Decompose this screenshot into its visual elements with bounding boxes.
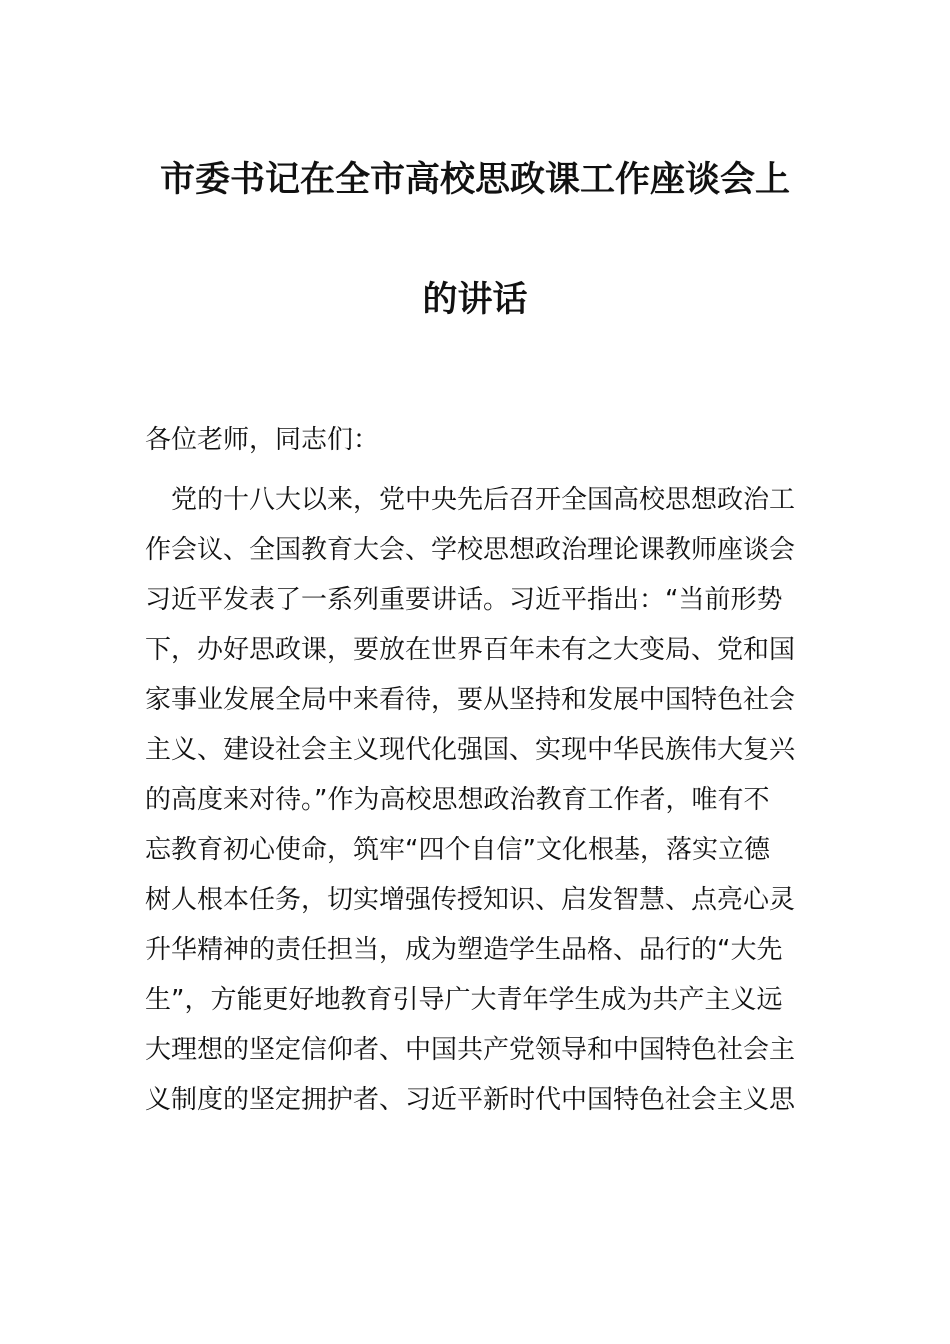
paragraph-line-8: 忘教育初心使命，筑牢“四个自信”文化根基，落实立德 xyxy=(145,835,770,865)
paragraph-line-6: 主义、建设社会主义现代化强国、实现中华民族伟大复兴 xyxy=(145,735,796,765)
paragraph-line-13: 义制度的坚定拥护者、习近平新时代中国特色社会主义思 xyxy=(145,1085,796,1115)
paragraph-line-3: 习近平发表了一系列重要讲话。习近平指出：“当前形势 xyxy=(145,585,783,615)
paragraph-line-5: 家事业发展全局中来看待，要从坚持和发展中国特色社会 xyxy=(145,685,796,715)
paragraph-line-1: 党的十八大以来，党中央先后召开全国高校思想政治工 xyxy=(145,485,796,515)
document-title-line-1: 市委书记在全市高校思政课工作座谈会上 xyxy=(159,160,790,200)
paragraph-line-10: 升华精神的责任担当，成为塑造学生品格、品行的“大先 xyxy=(145,935,783,965)
paragraph-line-12: 大理想的坚定信仰者、中国共产党领导和中国特色社会主 xyxy=(145,1035,796,1065)
paragraph-line-7: 的高度来对待。”作为高校思想政治教育工作者，唯有不 xyxy=(145,785,770,815)
paragraph-line-4: 下，办好思政课，要放在世界百年未有之大变局、党和国 xyxy=(145,635,796,665)
paragraph-line-2: 作会议、全国教育大会、学校思想政治理论课教师座谈会 xyxy=(145,535,796,565)
salutation: 各位老师，同志们： xyxy=(145,425,380,455)
paragraph-line-11: 生”，方能更好地教育引导广大青年学生成为共产主义远 xyxy=(145,985,783,1015)
paragraph-line-9: 树人根本任务，切实增强传授知识、启发智慧、点亮心灵 xyxy=(145,885,796,915)
document-title-line-2: 的讲话 xyxy=(422,280,528,320)
